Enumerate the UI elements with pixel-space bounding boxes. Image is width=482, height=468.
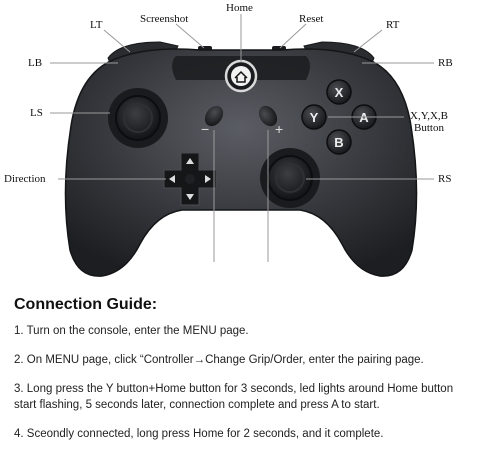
home-ring [231,66,251,86]
minus-symbol: − [201,121,210,137]
face-button-x-label: X [334,85,344,100]
right-stick[interactable] [268,156,312,200]
face-button-b[interactable] [327,130,351,154]
label-screenshot: Screenshot [140,13,189,25]
label-direction: Direction [4,173,46,185]
face-button-x[interactable] [327,80,351,104]
label-lb: LB [28,57,43,69]
guide-step-3: 3. Long press the Y button+Home button for 3 seconds, led lights around Home button start flashing, 5 seconds later, connection complete and press A to start. [14,383,454,411]
face-button-b-label: B [334,135,344,150]
connection-guide [14,296,476,455]
left-stick[interactable] [116,96,160,140]
guide-step-2: 2. On MENU page, click “Controller→Change Grip/Order, enter the pairing page. [14,354,424,366]
label-lt: LT [90,19,103,31]
face-button-y[interactable] [302,105,326,129]
guide-title: Connection Guide: [14,296,158,313]
face-button-a-label: A [359,110,369,125]
label-rb: RB [438,57,453,69]
dpad-center [185,174,195,184]
label-xyxb-sub: Button [414,122,444,134]
label-ls: LS [30,107,43,119]
label-xyxb: X,Y,X,B [410,110,449,122]
label-home: Home [226,2,253,14]
guide-step-4: 4. Sceondly connected, long press Home for 2 seconds, and it complete. [14,428,384,440]
label-rt: RT [386,19,400,31]
guide-step-1: 1. Turn on the console, enter the MENU page. [14,325,249,337]
label-rs: RS [438,173,452,185]
face-button-y-label: Y [309,110,319,125]
label-reset: Reset [299,13,324,25]
plus-symbol: + [275,121,284,137]
